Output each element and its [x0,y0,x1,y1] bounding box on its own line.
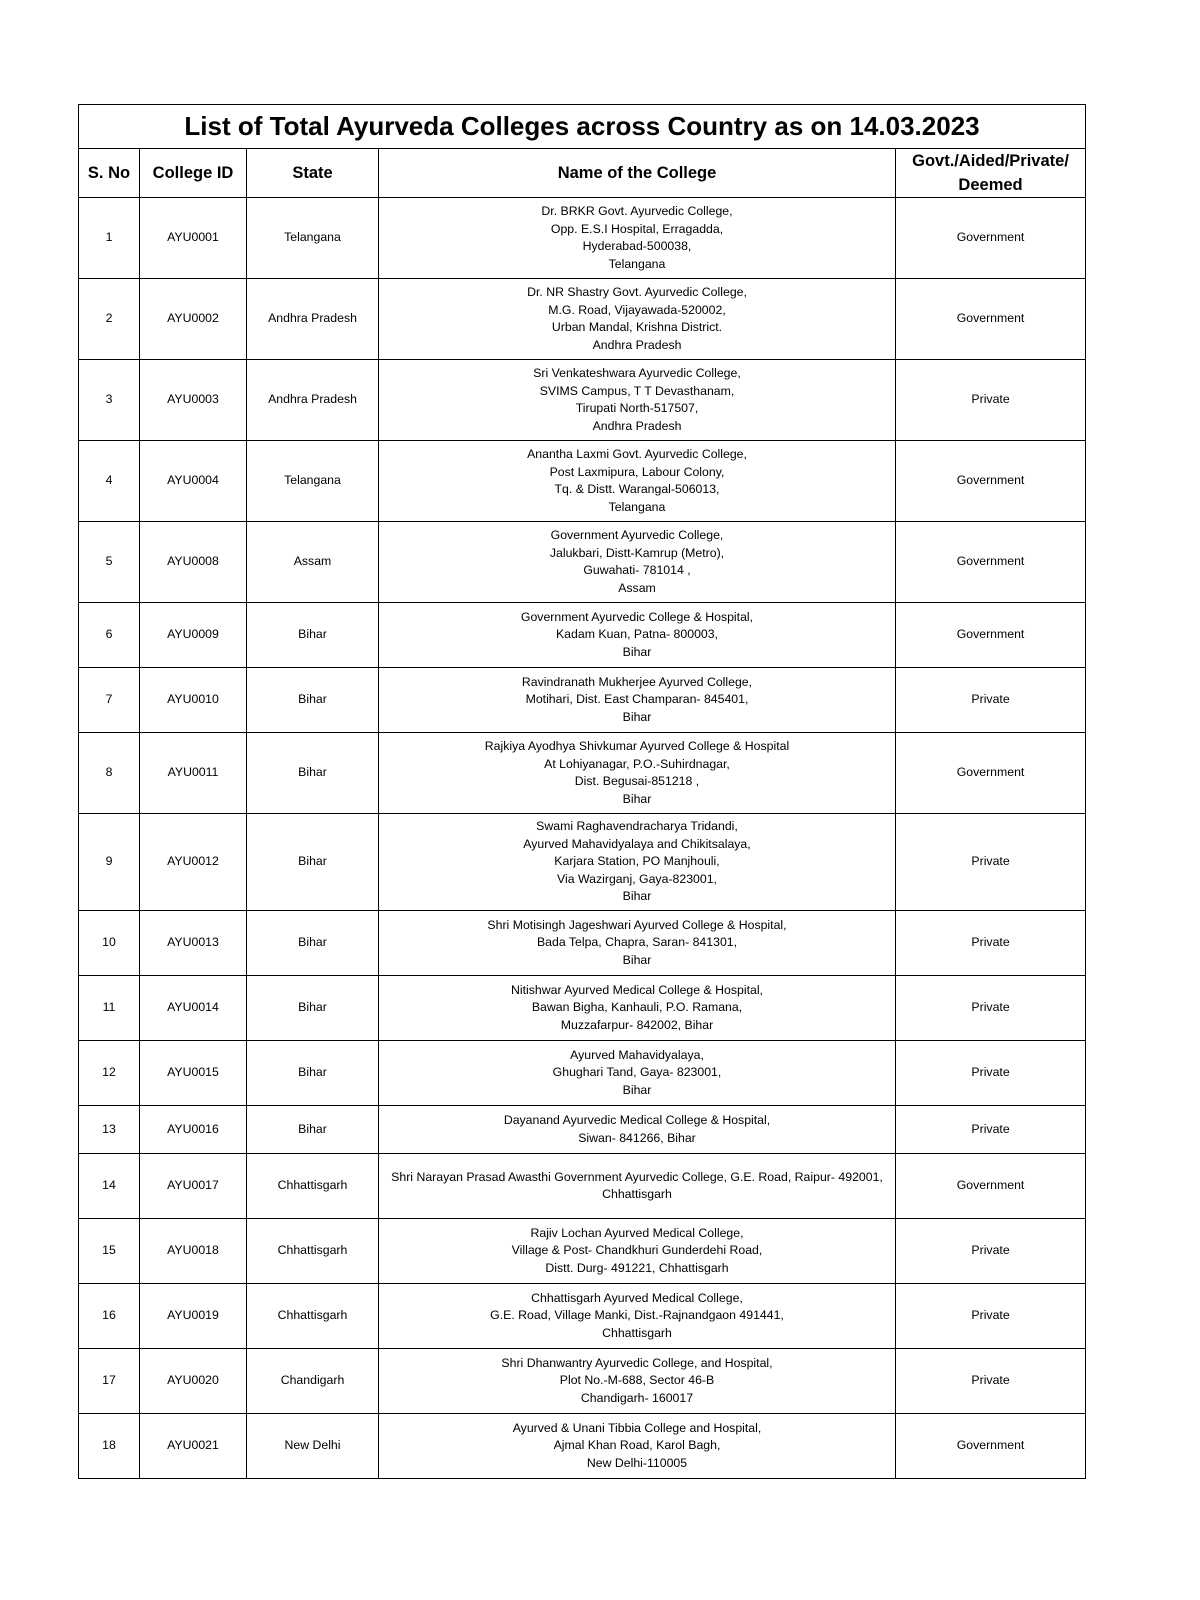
cell-college-name [379,814,896,911]
college-name-line: Hyderabad-500038, [582,239,692,253]
college-name-line: Bihar [622,791,652,806]
cell-college-id: AYU0016 [140,1106,247,1154]
table-row [79,1154,1086,1219]
college-name-line: Swami Raghavendracharya Tridandi, [536,819,738,834]
cell-type: Government [896,603,1086,668]
cell-college-id: AYU0018 [140,1219,247,1284]
cell-type: Private [896,911,1086,976]
cell-state: Bihar [247,603,379,668]
college-name-line: Ayurved & Unani Tibbia College and Hospital, [512,1420,762,1435]
college-name-line: Ayurved Mahavidyalaya and Chikitsalaya, [523,836,751,851]
cell-state: Chhattisgarh [247,1154,379,1219]
cell-state: Bihar [247,668,379,733]
cell-type: Government [896,1414,1086,1479]
college-name-line: Village & Post- Chandkhuri Gunderdehi Road, [511,1243,763,1258]
cell-sno: 14 [79,1154,140,1219]
cell-college-name [379,198,896,279]
cell-college-name [379,522,896,603]
cell-state: Andhra Pradesh [247,279,379,360]
cell-college-name [379,1154,896,1219]
cell-college-name [379,1349,896,1414]
college-name-line: Andhra Pradesh [592,418,682,433]
college-name-line: Shri Narayan Prasad Awasthi Government Ayurvedic College, G.E. Road, Raipur- 492001, [391,1169,883,1184]
college-name-line: Jalukbari, Distt-Kamrup (Metro), [549,545,725,560]
title-row [79,105,1086,149]
cell-college-id: AYU0012 [140,814,247,911]
cell-college-name [379,911,896,976]
cell-state: Andhra Pradesh [247,360,379,441]
cell-type: Government [896,522,1086,603]
cell-college-id: AYU0003 [140,360,247,441]
cell-sno: 1 [79,198,140,279]
college-name-line: Tirupati North-517507, [575,401,699,415]
college-name-line: Post Laxmipura, Labour Colony, [549,464,725,479]
college-name-line: Opp. E.S.I Hospital, Erragadda, [550,221,724,236]
cell-type: Government [896,198,1086,279]
cell-sno: 16 [79,1284,140,1349]
header-type-line2: Deemed [958,176,1023,194]
cell-type: Private [896,976,1086,1041]
college-name-line: At Lohiyanagar, P.O.-Suhirdnagar, [544,756,730,771]
table-row [79,522,1086,603]
college-name-line: Dr. BRKR Govt. Ayurvedic College, [541,204,733,218]
cell-sno: 6 [79,603,140,668]
table-row [79,603,1086,668]
cell-type: Private [896,1106,1086,1154]
table-row [79,441,1086,522]
cell-college-id: AYU0021 [140,1414,247,1479]
table-row [79,1041,1086,1106]
cell-college-name [379,1414,896,1479]
college-name-line: Bihar [622,889,652,904]
cell-college-id: AYU0001 [140,198,247,279]
college-name-line: Urban Mandal, Krishna District. [551,320,723,334]
cell-state: Assam [247,522,379,603]
cell-state: Chhattisgarh [247,1219,379,1284]
college-name-line: Government Ayurvedic College & Hospital, [520,609,754,624]
cell-sno: 8 [79,733,140,814]
college-name-line: Assam [618,580,656,595]
cell-state: Bihar [247,976,379,1041]
college-name-line: Chandigarh- 160017 [580,1390,694,1405]
college-name-line: Tq. & Distt. Warangal-506013, [554,482,720,496]
cell-sno: 18 [79,1414,140,1479]
table-row [79,1414,1086,1479]
college-name-line: Chhattisgarh Ayurved Medical College, [531,1290,743,1305]
cell-college-name [379,279,896,360]
college-name-line: Rajkiya Ayodhya Shivkumar Ayurved College & Hospital [484,739,790,753]
college-name-line: Dist. Begusai-851218 , [574,774,700,788]
table-row [79,733,1086,814]
college-name-line: SVIMS Campus, T T Devasthanam, [539,383,735,398]
header-type [896,149,1086,198]
header-row [79,149,1086,198]
college-name-line: Motihari, Dist. East Champaran- 845401, [525,692,749,707]
cell-sno: 4 [79,441,140,522]
table-row [79,198,1086,279]
college-name-line: Shri Motisingh Jageshwari Ayurved College & Hospital, [487,917,787,932]
table-row [79,976,1086,1041]
college-name-line: Ayurved Mahavidyalaya, [570,1047,704,1062]
college-name-line: Telangana [608,499,666,514]
cell-type: Government [896,1154,1086,1219]
college-name-line: Kadam Kuan, Patna- 800003, [555,627,719,642]
college-name-line: Shri Dhanwantry Ayurvedic College, and Hospital, [501,1355,773,1370]
table-row [79,360,1086,441]
college-name-line: Chhattisgarh [602,1187,672,1201]
college-name-line: Bihar [622,644,652,659]
colleges-sheet [78,104,1085,1479]
college-name-line: Dr. NR Shastry Govt. Ayurvedic College, [527,285,747,299]
header-college-name: Name of the College [379,149,896,198]
cell-college-name [379,668,896,733]
cell-college-id: AYU0011 [140,733,247,814]
college-name-line: Andhra Pradesh [592,337,682,352]
cell-sno: 12 [79,1041,140,1106]
cell-type: Government [896,279,1086,360]
cell-college-name [379,1219,896,1284]
cell-college-name [379,1284,896,1349]
cell-sno: 13 [79,1106,140,1154]
cell-college-id: AYU0015 [140,1041,247,1106]
college-name-line: Sri Venkateshwara Ayurvedic College, [533,366,741,380]
table-row [79,1284,1086,1349]
table-row [79,1219,1086,1284]
cell-sno: 2 [79,279,140,360]
cell-state: Telangana [247,441,379,522]
cell-college-id: AYU0019 [140,1284,247,1349]
cell-type: Private [896,1284,1086,1349]
college-name-line: Bihar [622,952,652,967]
header-sno: S. No [79,149,140,198]
college-name-line: M.G. Road, Vijayawada-520002, [548,302,726,317]
cell-state: Bihar [247,1041,379,1106]
college-name-line: Anantha Laxmi Govt. Ayurvedic College, [527,447,747,461]
cell-type: Private [896,668,1086,733]
college-name-line: Bihar [622,1082,652,1097]
header-type-line1: Govt./Aided/Private/ [912,152,1069,170]
cell-state: Telangana [247,198,379,279]
table-row [79,1349,1086,1414]
college-name-line: Ghughari Tand, Gaya- 823001, [552,1065,722,1080]
cell-college-id: AYU0008 [140,522,247,603]
cell-state: Bihar [247,814,379,911]
cell-sno: 17 [79,1349,140,1414]
cell-college-id: AYU0014 [140,976,247,1041]
page-title: List of Total Ayurveda Colleges across Country as on 14.03.2023 [79,105,1086,149]
college-name-line: Dayanand Ayurvedic Medical College & Hospital, [503,1113,771,1127]
cell-sno: 11 [79,976,140,1041]
college-name-line: Guwahati- 781014 , [583,563,691,577]
cell-college-name [379,441,896,522]
college-name-line: Telangana [608,256,666,271]
cell-college-name [379,603,896,668]
cell-college-id: AYU0002 [140,279,247,360]
cell-state: Chhattisgarh [247,1284,379,1349]
table-row [79,814,1086,911]
table-row [79,911,1086,976]
colleges-table [78,104,1086,1479]
cell-state: Chandigarh [247,1349,379,1414]
cell-college-name [379,976,896,1041]
table-row [79,668,1086,733]
college-name-line: New Delhi-110005 [586,1455,688,1470]
college-name-line: Ajmal Khan Road, Karol Bagh, [553,1438,721,1453]
table-row [79,1106,1086,1154]
college-name-line: Nitishwar Ayurved Medical College & Hospital, [511,982,763,997]
cell-sno: 3 [79,360,140,441]
cell-sno: 15 [79,1219,140,1284]
cell-sno: 9 [79,814,140,911]
college-name-line: Ravindranath Mukherjee Ayurved College, [521,674,753,689]
college-name-line: Karjara Station, PO Manjhouli, [554,854,720,869]
cell-state: Bihar [247,911,379,976]
cell-type: Private [896,814,1086,911]
cell-college-name [379,1041,896,1106]
cell-college-name [379,1106,896,1154]
table-body [79,198,1086,1479]
college-name-line: Bada Telpa, Chapra, Saran- 841301, [536,935,738,950]
header-college-id: College ID [140,149,247,198]
header-state: State [247,149,379,198]
cell-college-id: AYU0004 [140,441,247,522]
cell-sno: 10 [79,911,140,976]
college-name-line: Government Ayurvedic College, [550,528,724,542]
cell-type: Government [896,441,1086,522]
table-row [79,279,1086,360]
cell-type: Private [896,1219,1086,1284]
cell-state: Bihar [247,1106,379,1154]
college-name-line: Plot No.-M-688, Sector 46-B [559,1373,715,1388]
cell-college-id: AYU0017 [140,1154,247,1219]
cell-type: Government [896,733,1086,814]
college-name-line: Siwan- 841266, Bihar [578,1130,696,1145]
cell-college-id: AYU0009 [140,603,247,668]
college-name-line: Distt. Durg- 491221, Chhattisgarh [545,1260,729,1275]
cell-college-id: AYU0013 [140,911,247,976]
cell-college-name [379,360,896,441]
college-name-line: Chhattisgarh [602,1325,672,1340]
cell-state: Bihar [247,733,379,814]
college-name-line: Via Wazirganj, Gaya-823001, [557,871,717,886]
college-name-line: Muzzafarpur- 842002, Bihar [560,1017,714,1032]
college-name-line: Rajiv Lochan Ayurved Medical College, [530,1225,744,1240]
cell-college-id: AYU0010 [140,668,247,733]
college-name-line: G.E. Road, Village Manki, Dist.-Rajnandgaon 491441, [490,1308,784,1323]
cell-sno: 7 [79,668,140,733]
cell-type: Private [896,1041,1086,1106]
cell-college-id: AYU0020 [140,1349,247,1414]
cell-college-name [379,733,896,814]
college-name-line: Bawan Bigha, Kanhauli, P.O. Ramana, [531,1000,743,1015]
cell-type: Private [896,1349,1086,1414]
cell-sno: 5 [79,522,140,603]
college-name-line: Bihar [622,709,652,724]
cell-state: New Delhi [247,1414,379,1479]
cell-type: Private [896,360,1086,441]
